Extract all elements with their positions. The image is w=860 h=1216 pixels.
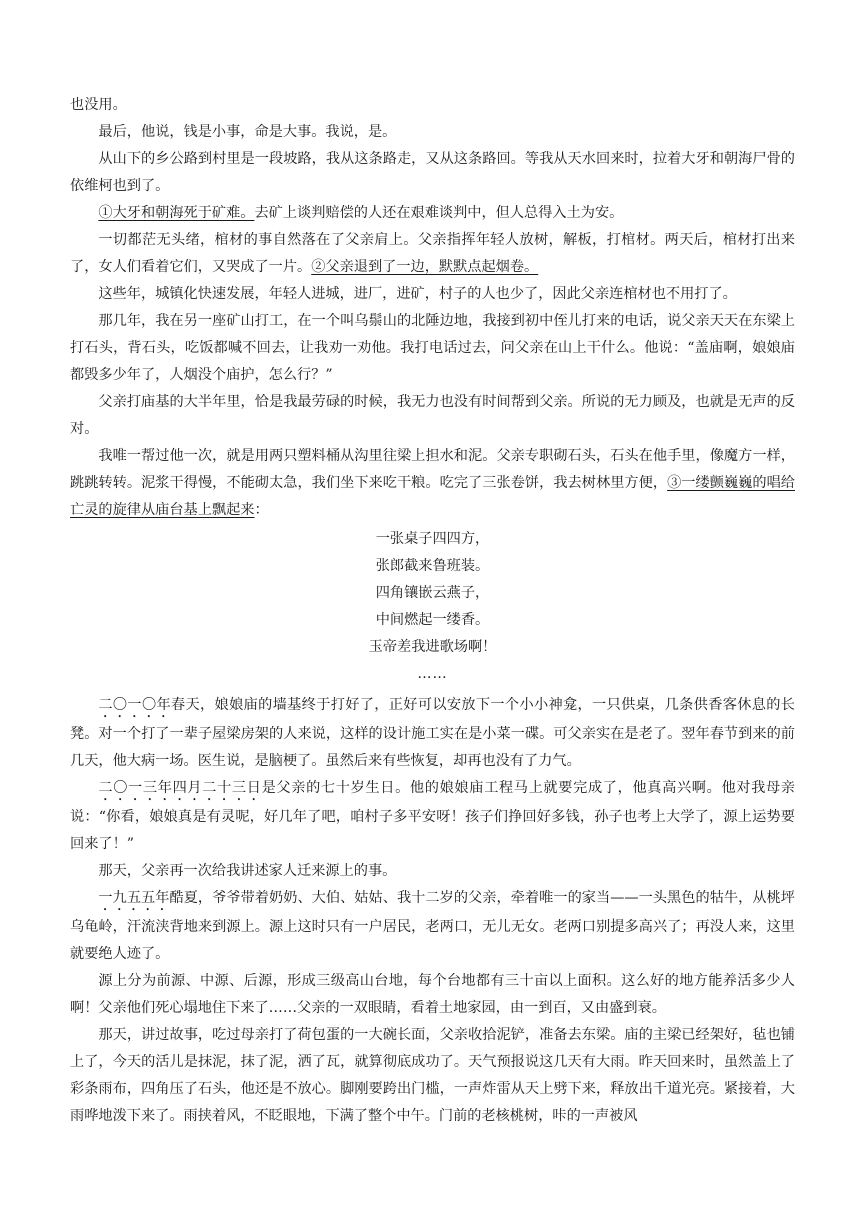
paragraph: 这些年，城镇化快速发展，年轻人进城，进厂，进矿，村子的人也少了，因此父亲连棺材也不用打了。 — [98, 286, 737, 302]
paragraph — [70, 200, 795, 227]
paragraph: 那天，讲过故事，吃过母亲打了荷包蛋的一大碗长面，父亲收拾泥铲，准备去东梁。庙的主梁已经架好，毡也铺上了，今天的活儿是抹泥，抹了泥，洒了瓦，就算彻底成功了。天气预报说这几天有大雨。昨天回来时，虽然盖上了彩条雨布，四角压了石头，他还是不放心。脚刚要跨出门槛，一声炸雷从天上劈下来，释放出千道光亮。紧接着，大雨哗地泼下来了。雨挟着风，不眨眼地，下满了整个中午。门前的老核桃树，咔的一声被风 — [70, 1027, 795, 1124]
ballad-line: 中间燃起一缕香。 — [375, 612, 490, 628]
paragraph — [70, 227, 795, 281]
paragraph-text: 春天，娘娘庙的墙基终于打好了，正好可以安放下一个小小神龛，一只供桌，几条供香客休息的长凳。对一个打了一辈子屋梁房架的人来说，这样的设计施工实在是小菜一碟。可父亲实在是老了。翌年春节到来的前几天，他大病一场。医生说，是脑梗了。虽然后来有些恢复，却再也没有了力气。 — [70, 697, 795, 769]
date-emphasis: 一九五五年 — [98, 890, 170, 906]
paragraph: 最后，他说，钱是小事，命是大事。我说，是。 — [98, 124, 397, 140]
document-page — [70, 92, 795, 1130]
ballad-line: 一张桌子四四方， — [375, 531, 490, 547]
date-emphasis: 二〇一〇年 — [98, 697, 171, 713]
ballad-ellipsis: …… — [417, 666, 448, 682]
paragraph: 从山下的乡公路到村里是一段坡路，我从这条路走，又从这条路回。等我从天水回来时，拉着大牙和朝海尸骨的依维柯也到了。 — [70, 151, 795, 194]
paragraph-text: 去矿上谈判赔偿的人还在艰难谈判中，但人总得入土为安。 — [254, 205, 624, 221]
paragraph-text: 是父亲的七十岁生日。他的娘娘庙工程马上就要完成了，他真高兴啊。他对我母亲说：“你看，娘娘真是有灵呢，好几年了吧，咱村子多平安呀！孩子们挣回好多钱，孙子也考上大学了，源上运势要回来了！” — [70, 780, 795, 852]
date-emphasis: 二〇一三年四月二十三日 — [98, 780, 262, 796]
paragraph — [70, 443, 795, 524]
paragraph — [70, 692, 795, 775]
underlined-sentence-3: ③一缕颤巍巍的唱给亡灵的旋律从庙台基上飘起来 — [70, 475, 795, 518]
paragraph-text: 酷夏，爷爷带着奶奶、大伯、姑姑、我十二岁的父亲，牵着唯一的家当——一头黑色的牯牛，从桃坪乌龟岭，汗流浃背地来到源上。源上这时只有一户居民，老两口，无儿无女。老两口别提多高兴了；再没人来，这里就要绝人迹了。 — [70, 890, 795, 962]
paragraph-text: ： — [254, 502, 269, 518]
paragraph-text: 我唯一帮过他一次，就是用两只塑料桶从沟里往梁上担水和泥。父亲专职砌石头，石头在他手里，像魔方一样，跳跳转转。泥浆干得慢，不能砌太急，我们坐下来吃干粮。吃完了三张卷饼，我去树林里方便， — [70, 448, 795, 491]
ballad-line: 玉帝差我进歌场啊！ — [368, 639, 497, 655]
paragraph: 那几年，我在另一座矿山打工，在一个叫乌鬃山的北陲边地，我接到初中侄儿打来的电话，说父亲天天在东梁上打石头，背石头，吃饭都喊不回去，让我劝一劝他。我打电话过去，问父亲在山上干什么。他说：“盖庙啊，娘娘庙都毁多少年了，人烟没个庙护，怎么行？” — [70, 313, 795, 383]
ballad — [70, 526, 795, 688]
paragraph — [70, 775, 795, 858]
paragraph: 父亲打庙基的大半年里，恰是我最劳碌的时候，我无力也没有时间帮到父亲。所说的无力顾及，也就是无声的反对。 — [70, 394, 795, 437]
ballad-line: 张郎截来鲁班装。 — [375, 558, 490, 574]
ballad-line: 四角镶嵌云燕子， — [375, 585, 490, 601]
paragraph-text: 一切都茫无头绪，棺材的事自然落在了父亲肩上。父亲指挥年轻人放树，解板，打棺材。两天后，棺材打出来了，女人们看着它们，又哭成了一片。 — [70, 232, 795, 275]
paragraph: 那天，父亲再一次给我讲述家人迁来源上的事。 — [98, 863, 397, 879]
paragraph: 源上分为前源、中源、后源，形成三级高山台地，每个台地都有三十亩以上面积。这么好的地方能养活多少人啊！父亲他们死心塌地住下来了……父亲的一双眼睛，看着土地家园，由一到百，又由盛到衰。 — [70, 973, 795, 1016]
paragraph: 也没用。 — [70, 97, 127, 113]
underlined-sentence-1: ①大牙和朝海死于矿难。 — [98, 205, 255, 221]
paragraph — [70, 885, 795, 968]
underlined-sentence-2: ②父亲退到了一边，默默点起烟卷。 — [311, 259, 539, 275]
